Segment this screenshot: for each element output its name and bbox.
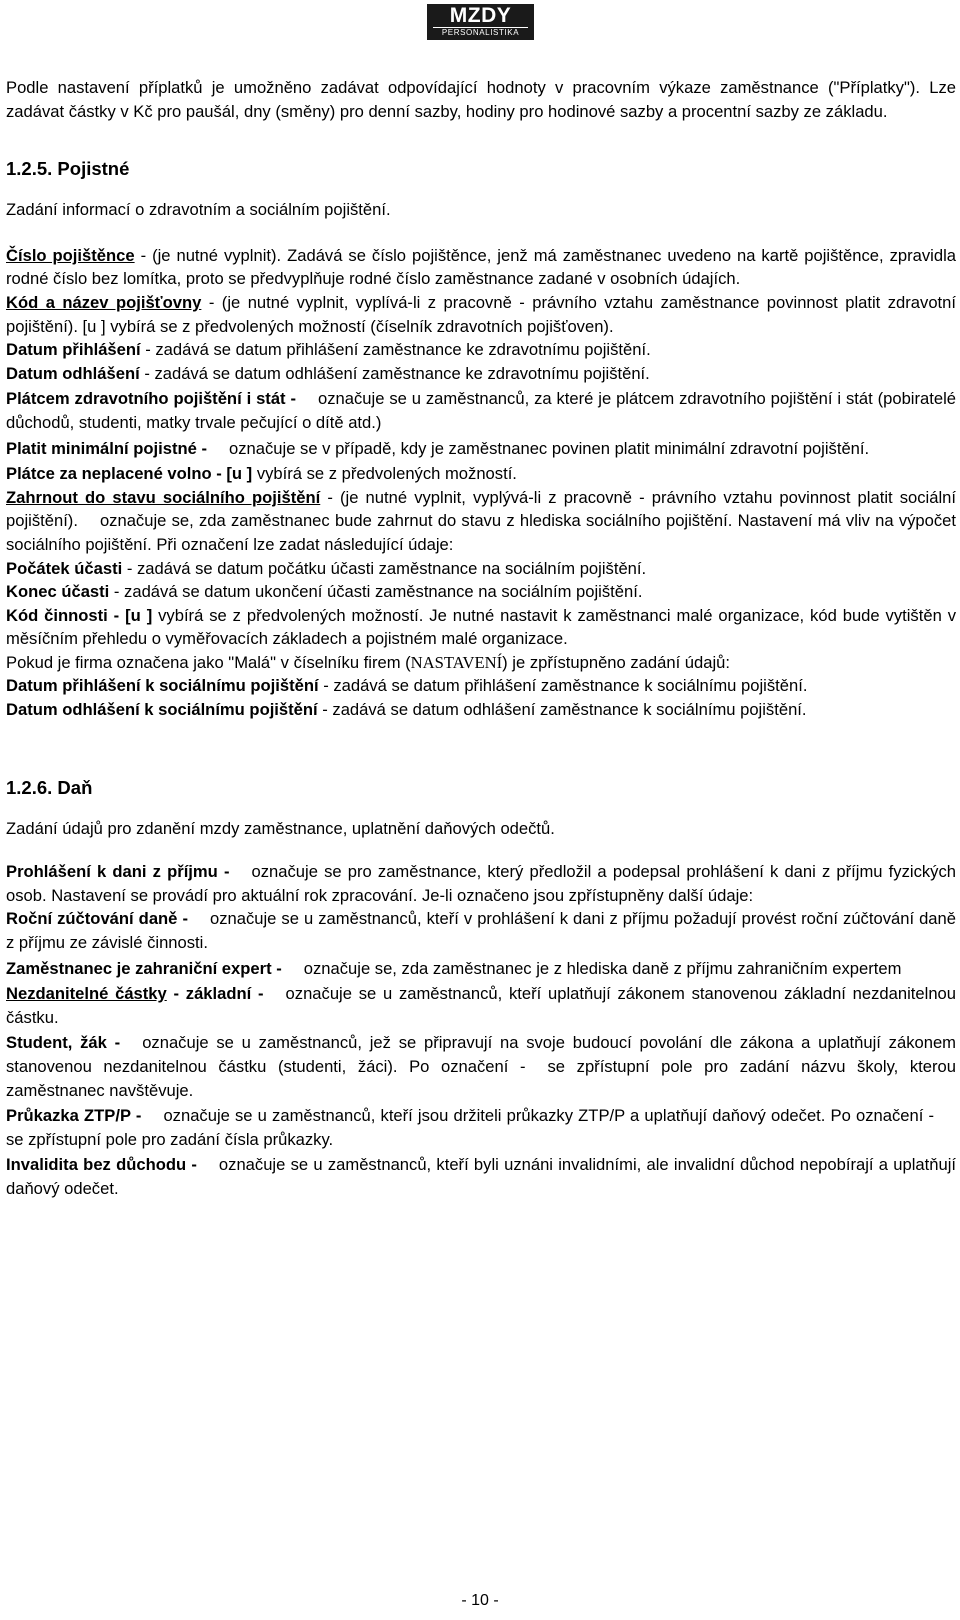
field-text: označuje se u zaměstnanců, kteří byli uznáni invalidními, ale invalidní důchod nepobírají a uplatňují daňový odečet. — [6, 1155, 956, 1198]
field-label: Číslo pojištěnce — [6, 245, 135, 265]
field-dash: - — [271, 958, 282, 978]
field-label: Platit minimální pojistné — [6, 438, 197, 458]
field-text: - (je nutné vyplnit, vyplívá-li z pracovně - právního vztahu zaměstnance povinnost platit zdravotní pojištění). [u ] vybírá se z předvolených možností (číselník zdravotních pojišťoven). — [6, 292, 956, 336]
field-text: označuje se u zaměstnanců, za které je plátcem zdravotního pojištění i stát (pobiratelé důchodů, studenti, matky trvale pečující o dítě atd.) — [6, 389, 956, 432]
logo-title: MZDY — [449, 4, 512, 27]
field-text: označuje se v případě, kdy je zaměstnanec povinen platit minimální zdravotní pojištění. — [229, 438, 870, 458]
field-label: Student, žák — [6, 1033, 107, 1053]
select-marker: [u ] — [226, 464, 253, 484]
field-label: Invalidita bez důchodu — [6, 1155, 187, 1175]
field-label: Kód činnosti — [6, 605, 108, 625]
field-prohlaseni-dan — [6, 860, 956, 907]
mzdy-logo — [427, 4, 534, 40]
field-text: vybírá se z předvolených možností. Je nutné nastavit k zaměstnanci malé organizace, kód bude vytištěn v měsíčním přehledu o vyměřovacích základech a pojistném malé organizace. — [6, 605, 956, 649]
field-text: vybírá se z předvolených možností. — [252, 464, 517, 484]
field-text: - zadává se datum ukončení účasti zaměstnance na sociálním pojištění. — [109, 582, 643, 602]
field-prihlaseni-socialni — [6, 674, 956, 698]
field-label: Konec účasti — [6, 582, 110, 602]
field-dash: - — [106, 1033, 121, 1053]
field-platcem-stat — [6, 387, 956, 434]
field-label: Plátcem zdravotního pojištění i stát — [6, 389, 286, 409]
field-text: - zadává se datum odhlášení zaměstnance ke zdravotnímu pojištění. — [139, 363, 650, 383]
field-text: - (je nutné vyplnit). Zadává se číslo pojištěnce, jenž má zaměstnanec uvedeno na kartě pojištěnce, zpravidla rodné číslo bez lomítka, proto se předvyplňuje rodné číslo zaměstnance zadané v osobních údajích. — [6, 245, 956, 289]
field-dash: - — [211, 464, 227, 484]
field-label: Datum odhlášení k sociálnímu pojištění — [6, 700, 318, 720]
field-student-zak — [6, 1031, 956, 1102]
section-heading-dan: 1.2.6. Daň — [6, 776, 93, 798]
page-number: - 10 - — [461, 1592, 499, 1609]
field-text: označuje se u zaměstnanců, kteří uplatňují zákonem stanovenou základní nezdanitelnou částku. — [6, 984, 957, 1027]
field-label-2: - základní — [166, 984, 252, 1004]
field-dash: - — [130, 1106, 142, 1126]
logo-subtitle: PERSONALISTIKA — [433, 27, 528, 38]
field-zahranicni-expert — [6, 957, 956, 981]
section-desc-pojistne: Zadání informací o zdravotním a sociálním pojištění. — [6, 200, 391, 220]
field-label: Roční zúčtování daně — [6, 909, 178, 929]
field-dash: - — [177, 909, 188, 929]
field-label: Datum přihlášení — [6, 340, 141, 360]
field-label: Datum přihlášení k sociálnímu pojištění — [6, 676, 319, 696]
select-marker: [u ] — [125, 605, 153, 625]
field-invalidita — [6, 1153, 956, 1200]
field-label: Zahrnout do stavu sociálního pojištění — [6, 487, 321, 507]
field-dash: - — [196, 438, 207, 458]
field-kod-cinnosti — [6, 604, 956, 651]
mala-firma-note — [6, 651, 956, 675]
field-text: - (je nutné vyplnit, vyplývá-li z pracovně - právního vztahu povinnost platit sociální pojištění). — [6, 487, 956, 531]
field-label: Zaměstnanec je zahraniční expert — [6, 958, 272, 978]
field-text: označuje se u zaměstnanců, jež se připravují na svoje budoucí povolání dle zákona a uplatňují zákonem stanovenou nezdanitelnou částku (studenti, žáci). Po označení - — [6, 1033, 957, 1076]
field-text-2: označuje se, zda zaměstnanec bude zahrnut do stavu z hlediska sociálního pojištění. Nastavení má vliv na výpočet sociálního pojištění. Při označení lze zadat následující údaje: — [6, 511, 956, 554]
note-text-2: ) je zpřístupněno zadání údajů: — [502, 652, 731, 672]
field-dash: - — [186, 1155, 197, 1175]
document-page — [6, 76, 956, 1201]
field-datum-odhlaseni — [6, 362, 956, 386]
field-datum-prihlaseni — [6, 338, 956, 362]
field-minimalni-pojistne — [6, 437, 956, 461]
field-dash: - — [107, 605, 126, 625]
field-zahrnout-socialni — [6, 486, 956, 557]
field-text: - zadává se datum přihlášení zaměstnance k sociálnímu pojištění. — [318, 676, 808, 696]
field-neplacene-volno — [6, 462, 956, 486]
field-label: Nezdanitelné částky — [6, 984, 167, 1004]
field-label: Počátek účasti — [6, 558, 123, 578]
field-prukazka-ztp — [6, 1104, 956, 1151]
field-text: označuje se, zda zaměstnanec je z hlediska daně z příjmu zahraničním expertem — [303, 958, 902, 978]
field-text: - zadává se datum přihlášení zaměstnance ke zdravotnímu pojištění. — [140, 340, 651, 360]
field-text: - zadává se datum odhlášení zaměstnance k sociálnímu pojištění. — [317, 700, 807, 720]
field-konec-ucasti — [6, 580, 956, 604]
note-text: Pokud je firma označena jako "Malá" v číselníku firem ( — [6, 652, 411, 672]
field-dash: - — [217, 862, 230, 882]
section-heading-pojistne: 1.2.5. Pojistné — [6, 158, 130, 180]
field-rocni-zuctovani — [6, 907, 956, 954]
field-kod-pojistovny — [6, 291, 956, 338]
field-text-2: se zpřístupní pole pro zadání čísla průkazky. — [6, 1129, 334, 1149]
field-label: Prohlášení k dani z příjmu — [6, 862, 218, 882]
field-pocatek-ucasti — [6, 557, 956, 581]
intro-paragraph: Podle nastavení příplatků je umožněno zadávat odpovídající hodnoty v pracovním výkaze zaměstnance ("Příplatky"). Lze zadávat částky v Kč pro paušál, dny (směny) pro denní sazby, hodiny pro hodinové sazby a procentní sazby ze základu. — [6, 78, 956, 121]
field-label: Datum odhlášení — [6, 363, 140, 383]
field-nezdanitelne-castky — [6, 982, 956, 1029]
field-text-2: se zpřístupní pole pro zadání názvu školy, kterou zaměstnanec navštěvuje. — [6, 1057, 956, 1100]
field-label: Kód a název pojišťovny — [6, 292, 202, 312]
field-dash: - — [251, 984, 264, 1004]
field-text: označuje se pro zaměstnance, který předložil a podepsal prohlášení k dani z příjmu fyzických osob. Nastavení se provádí pro aktuální rok zpracování. Je-li označeno jsou zpřístupněny další údaje: — [6, 862, 956, 905]
section-desc-dan: Zadání údajů pro zdanění mzdy zaměstnance, uplatnění daňových odečtů. — [6, 818, 555, 838]
nastaveni-reference: NASTAVENÍ — [410, 652, 503, 672]
field-label: Plátce za neplacené volno — [6, 464, 212, 484]
field-text: označuje se u zaměstnanců, kteří v prohlášení k dani z příjmu požadují provést roční zúčtování daně z příjmu ze závislé činnosti. — [6, 909, 956, 953]
field-text: označuje se u zaměstnanců, kteří jsou držiteli průkazky ZTP/P a uplatňují daňový odečet. Po označení - — [163, 1106, 935, 1126]
field-cislo-pojistence — [6, 244, 956, 291]
field-text: - zadává se datum počátku účasti zaměstnance na sociálním pojištění. — [122, 558, 647, 578]
field-odhlaseni-socialni — [6, 698, 956, 722]
field-dash: - — [285, 389, 297, 409]
field-label: Průkazka ZTP/P — [6, 1106, 131, 1126]
